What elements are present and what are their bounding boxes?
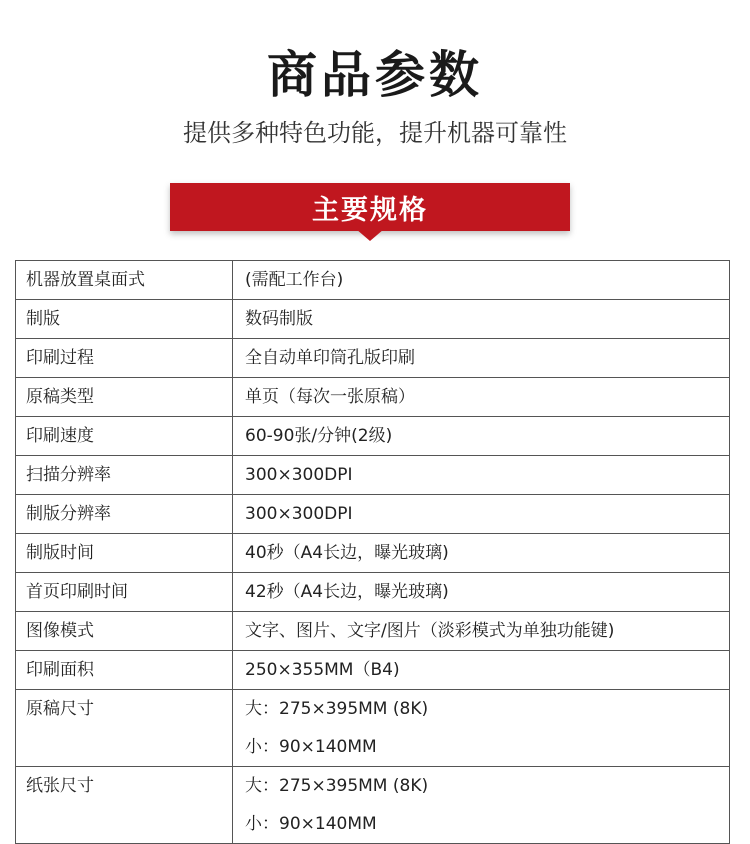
spec-value: 全自动单印筒孔版印刷 xyxy=(245,348,415,368)
spec-value-cell xyxy=(233,495,730,534)
spec-value: 300×300DPI xyxy=(245,504,353,524)
spec-value: 数码制版 xyxy=(245,309,313,329)
spec-value-cell xyxy=(233,300,730,339)
spec-value: 小：90×140MM xyxy=(245,737,377,757)
spec-value: 60-90张/分钟(2级) xyxy=(245,426,393,446)
spec-label: 原稿类型 xyxy=(26,387,94,407)
banner-pointer-icon xyxy=(356,229,384,241)
table-row xyxy=(16,456,730,495)
table-row xyxy=(16,378,730,417)
spec-label: 纸张尺寸 xyxy=(26,776,94,796)
spec-label: 印刷过程 xyxy=(26,348,94,368)
spec-value: 250×355MM（B4) xyxy=(245,660,400,680)
spec-label: 制版 xyxy=(26,309,60,329)
spec-value: 42秒（A4长边，曝光玻璃) xyxy=(245,582,449,602)
table-row xyxy=(16,612,730,651)
spec-label-cell xyxy=(16,300,233,339)
section-banner xyxy=(170,183,570,231)
spec-value-cell xyxy=(233,378,730,417)
spec-label-cell xyxy=(16,690,233,767)
page-title: 商品参数 xyxy=(267,46,483,104)
spec-value: 40秒（A4长边，曝光玻璃) xyxy=(245,543,449,563)
spec-label-cell xyxy=(16,261,233,300)
spec-value: 300×300DPI xyxy=(245,465,353,485)
spec-label: 机器放置桌面式 xyxy=(26,270,145,290)
spec-label-cell xyxy=(16,573,233,612)
spec-value-cell xyxy=(233,690,730,767)
spec-label-cell xyxy=(16,495,233,534)
spec-value-cell xyxy=(233,456,730,495)
spec-value: 文字、图片、文字/图片（淡彩模式为单独功能键) xyxy=(245,621,615,641)
spec-label-cell xyxy=(16,417,233,456)
table-row xyxy=(16,339,730,378)
spec-label: 印刷面积 xyxy=(26,660,94,680)
spec-value: 大：275×395MM (8K) xyxy=(245,776,429,796)
spec-value-cell xyxy=(233,534,730,573)
spec-label-cell xyxy=(16,612,233,651)
spec-value: 单页（每次一张原稿） xyxy=(245,387,415,407)
page-subtitle: 提供多种特色功能，提升机器可靠性 xyxy=(183,119,567,147)
spec-label: 制版分辨率 xyxy=(26,504,111,524)
spec-label: 印刷速度 xyxy=(26,426,94,446)
table-row xyxy=(16,261,730,300)
table-row xyxy=(16,495,730,534)
spec-value-cell xyxy=(233,612,730,651)
spec-value-cell xyxy=(233,261,730,300)
spec-value-cell xyxy=(233,339,730,378)
spec-label-cell xyxy=(16,767,233,844)
spec-value: (需配工作台) xyxy=(245,270,344,290)
spec-label-cell xyxy=(16,651,233,690)
spec-value: 小：90×140MM xyxy=(245,814,377,834)
spec-label: 原稿尺寸 xyxy=(26,699,94,719)
table-row xyxy=(16,690,730,767)
spec-value: 大：275×395MM (8K) xyxy=(245,699,429,719)
spec-value-cell xyxy=(233,573,730,612)
table-row xyxy=(16,300,730,339)
spec-value-cell xyxy=(233,417,730,456)
spec-value-cell xyxy=(233,767,730,844)
spec-label-cell xyxy=(16,339,233,378)
table-row xyxy=(16,767,730,844)
table-row xyxy=(16,573,730,612)
spec-table xyxy=(15,260,730,844)
spec-label: 首页印刷时间 xyxy=(26,582,128,602)
spec-value-cell xyxy=(233,651,730,690)
spec-label-cell xyxy=(16,378,233,417)
spec-label: 制版时间 xyxy=(26,543,94,563)
spec-label: 扫描分辨率 xyxy=(26,465,111,485)
spec-label-cell xyxy=(16,456,233,495)
table-row xyxy=(16,651,730,690)
table-row xyxy=(16,417,730,456)
spec-label-cell xyxy=(16,534,233,573)
section-banner-label: 主要规格 xyxy=(312,194,428,226)
table-row xyxy=(16,534,730,573)
spec-label: 图像模式 xyxy=(26,621,94,641)
